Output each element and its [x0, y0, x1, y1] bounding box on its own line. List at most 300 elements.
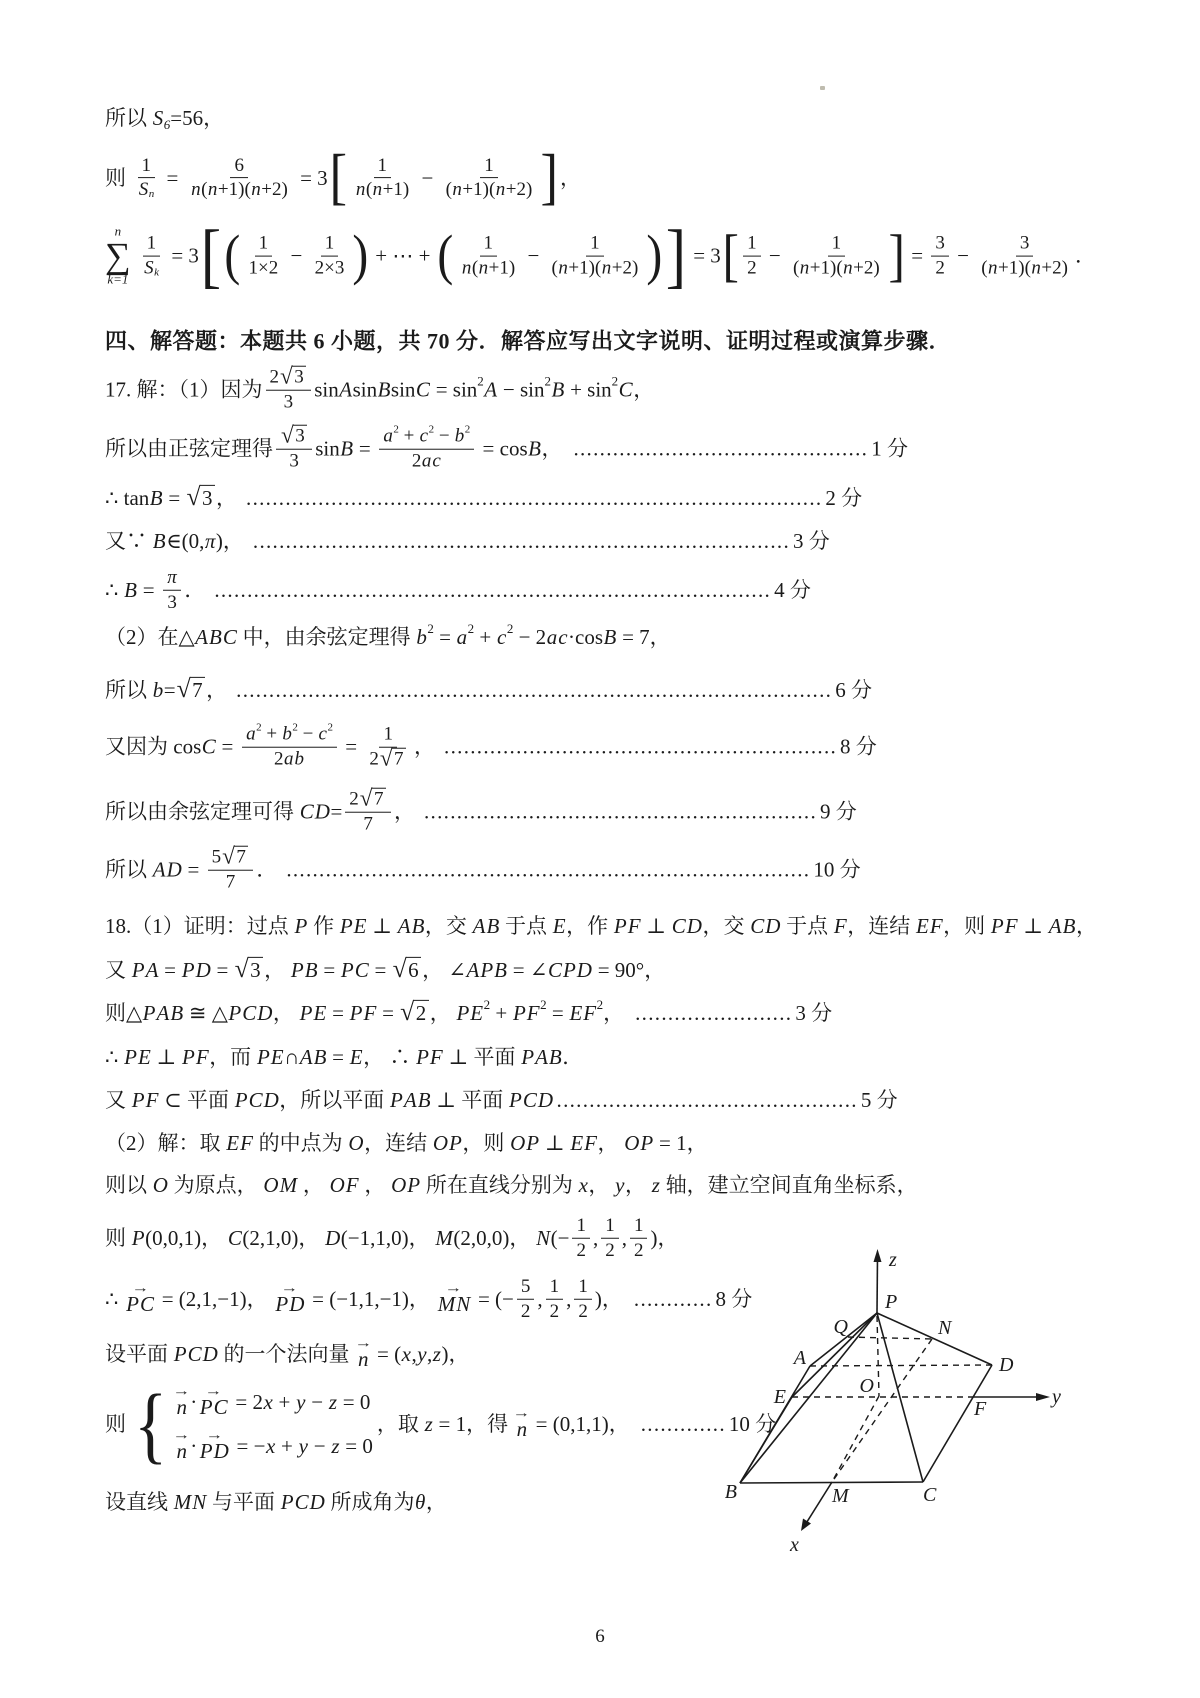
math-char: y: [296, 1389, 306, 1414]
equation-system: [130, 1375, 373, 1472]
denominator: [977, 256, 1072, 280]
math-char: B: [548, 1044, 562, 1069]
math-text: ,: [566, 1286, 572, 1311]
math-expression: [793, 256, 880, 280]
math-text: ·: [190, 1433, 198, 1458]
fraction: [134, 154, 158, 203]
math-char: n: [372, 179, 383, 201]
math-char: A: [339, 377, 353, 402]
radicand: [248, 957, 264, 983]
math-char: C: [547, 957, 562, 982]
numerator: [138, 154, 156, 179]
math-expression: [152, 857, 182, 883]
math-line: [105, 723, 877, 772]
math-char: y: [298, 1433, 308, 1458]
square-root: [176, 673, 206, 703]
math-expression: [298, 1433, 308, 1459]
subscript: k: [154, 266, 160, 279]
numerator: [574, 1275, 592, 1300]
math-char: C: [750, 913, 765, 938]
math-char: A: [152, 857, 166, 882]
math-line: [105, 1334, 470, 1371]
vector-arrow-icon: →: [281, 1279, 299, 1295]
math-char: (: [981, 257, 988, 279]
math-char: n: [516, 1416, 528, 1441]
stretched-bracket: ]: [540, 143, 559, 212]
math-text: ⊥: [1018, 913, 1049, 938]
math-char: π: [167, 566, 177, 588]
denominator: [442, 178, 537, 202]
math-expression: [509, 1087, 554, 1113]
math-text: 2: [274, 748, 284, 770]
math-text: 7: [363, 813, 373, 835]
square-root: [400, 996, 429, 1026]
math-text: 2: [935, 257, 945, 279]
math-text: −: [416, 165, 439, 190]
math-expression: [328, 1389, 337, 1415]
math-expression: [227, 1225, 242, 1251]
numerator: [321, 232, 339, 257]
denominator: [457, 256, 519, 280]
radicand: [406, 957, 422, 983]
math-char: D: [289, 1291, 305, 1316]
math-char: (: [488, 179, 496, 201]
math-line: [105, 1087, 898, 1113]
math-char: C: [139, 1291, 154, 1316]
math-char: E: [915, 913, 929, 938]
math-expression: [280, 1489, 325, 1515]
fraction: [548, 232, 643, 281]
math-char: F: [584, 1130, 597, 1155]
math-char: C: [201, 734, 216, 759]
math-text: ⊥ 平面: [431, 1087, 509, 1112]
math-text: ，: [414, 734, 436, 759]
math-char: D: [213, 1439, 229, 1463]
fraction: [140, 232, 163, 281]
math-char: P: [512, 1000, 526, 1025]
math-text: ，: [429, 1000, 456, 1025]
math-expression: [651, 1172, 660, 1198]
math-char: z: [328, 1389, 337, 1414]
math-text: =: [330, 799, 343, 824]
denominator: [311, 256, 349, 280]
math-text: ,: [621, 1225, 627, 1250]
math-text: 1×2: [248, 257, 279, 279]
math-char: n: [988, 257, 998, 279]
math-text: 2×3: [314, 257, 345, 279]
math-char: +: [382, 179, 394, 201]
math-text: ⊥ 平面: [443, 1044, 521, 1069]
math-char: C: [618, 377, 633, 402]
math-char: 2: [622, 257, 632, 279]
math-char: C: [671, 913, 686, 938]
radical-sign: √: [379, 745, 393, 772]
math-char: P: [613, 913, 627, 938]
math-expression: [256, 1044, 284, 1070]
math-expression: [201, 734, 216, 760]
dot-leader: ........................: [635, 1000, 793, 1025]
math-text: 3 分: [795, 1000, 833, 1025]
math-text: 的中点为: [253, 1130, 348, 1155]
math-char: (: [594, 257, 602, 279]
math-expression: [195, 624, 238, 650]
math-text: 所以: [105, 677, 153, 702]
math-text: ,: [592, 1225, 599, 1250]
math-text: = (−: [472, 1286, 514, 1311]
math-text: 1: [831, 232, 842, 254]
fraction: [245, 232, 283, 281]
math-char: x: [401, 1341, 411, 1366]
stretched-bracket: [: [329, 143, 347, 212]
math-text: 1: [576, 1214, 586, 1236]
math-text: −: [305, 1389, 329, 1414]
math-char: z: [424, 1411, 433, 1436]
math-char: F: [195, 1044, 209, 1069]
math-char: O: [348, 1130, 364, 1155]
figure-label-m: M: [832, 1485, 849, 1507]
math-text: 7: [394, 748, 404, 770]
math-char: O: [510, 1130, 526, 1155]
superscript: 2: [428, 423, 435, 436]
math-char: n: [478, 257, 489, 279]
math-char: D: [263, 1087, 279, 1112]
math-char: a: [546, 624, 558, 649]
denominator: [140, 256, 163, 280]
math-char: P: [290, 957, 304, 982]
math-text: 所以由正弦定理得: [105, 436, 273, 461]
math-text: 2: [411, 450, 422, 472]
math-char: 1: [393, 179, 403, 201]
math-expression: [521, 1044, 562, 1070]
math-text: =: [163, 485, 186, 510]
math-char: P: [131, 1225, 145, 1250]
math-text: 3: [935, 232, 945, 254]
math-text: 7: [192, 677, 203, 702]
denominator: [222, 871, 240, 895]
fraction: [208, 843, 254, 895]
math-expression: [149, 485, 163, 511]
math-char: P: [182, 1044, 195, 1069]
figure-label-o: O: [859, 1375, 874, 1397]
math-char: F: [833, 913, 847, 938]
fraction: [187, 154, 292, 203]
fraction: [276, 422, 312, 474]
numerator: [572, 1214, 590, 1239]
math-char: N: [456, 1291, 471, 1316]
math-line: [105, 1044, 583, 1070]
math-char: P: [340, 957, 354, 982]
math-text: =: [211, 957, 234, 982]
math-text: ，: [633, 377, 655, 402]
math-expression: [552, 913, 566, 939]
math-char: D: [314, 799, 330, 824]
math-text: ，作: [566, 913, 614, 938]
dot-leader: ............................................................: [424, 799, 817, 824]
math-text: 设平面: [105, 1341, 174, 1366]
math-line: [105, 422, 908, 474]
numerator: [230, 154, 248, 179]
math-text: = 0: [337, 1389, 371, 1414]
math-text: ，: [625, 1172, 652, 1197]
math-expression: [152, 105, 164, 131]
math-char: z: [331, 1433, 340, 1458]
heading-text: 四、解答题：本题共 6 小题，共 70 分．解答应写出文字说明、证明过程或演算步骤．: [105, 328, 952, 354]
math-expression: [358, 1348, 370, 1370]
radical-sign: √: [392, 953, 407, 983]
math-text: ，交: [702, 913, 750, 938]
math-text: 则: [105, 1411, 126, 1436]
math-char: P: [234, 1087, 248, 1112]
math-text: ．: [562, 1044, 584, 1069]
math-text: =: [906, 243, 929, 268]
math-text: 又∵: [105, 528, 153, 553]
denominator: [285, 450, 303, 474]
math-text: −: [285, 243, 308, 268]
math-char: P: [349, 1000, 363, 1025]
math-expression: [181, 957, 211, 983]
fraction: [163, 566, 182, 615]
math-char: ): [508, 257, 516, 279]
math-text: （2）在△: [105, 624, 195, 649]
radicand: [292, 366, 307, 390]
math-text: （2）解：取: [105, 1130, 226, 1155]
math-char: a: [284, 748, 294, 770]
math-text: = (: [371, 1341, 402, 1366]
figure-dashed-edges: [792, 1316, 992, 1482]
math-char: O: [263, 1172, 279, 1197]
fraction: [266, 363, 312, 415]
stretched-bracket: [: [722, 222, 739, 288]
math-expression: [419, 425, 428, 449]
math-expression: [497, 624, 507, 650]
math-char: P: [126, 1291, 139, 1316]
superscript: 2: [611, 373, 619, 389]
math-char: (: [836, 257, 843, 279]
math-char: D: [309, 1489, 325, 1514]
math-expression: [750, 913, 781, 939]
math-text: 3: [294, 366, 304, 388]
vector-body: [176, 1440, 188, 1462]
math-text: ，: [297, 1172, 330, 1197]
dot-leader: ................................................................................: [286, 857, 811, 882]
math-expression: [199, 1440, 229, 1462]
math-expression: [432, 1341, 441, 1367]
vector-body: [437, 1293, 471, 1315]
math-text: 所以由余弦定理可得: [105, 799, 300, 824]
denominator: [270, 747, 309, 771]
fraction: [546, 1275, 564, 1324]
fraction: [365, 723, 411, 772]
math-char: 2: [863, 257, 874, 279]
fraction: [517, 1275, 535, 1324]
page-number: 6: [595, 1626, 605, 1647]
math-char: F: [429, 1044, 443, 1069]
math-expression: [528, 436, 542, 462]
math-expression: [191, 178, 288, 202]
math-char: M: [435, 1225, 453, 1250]
math-line: [105, 953, 666, 983]
fraction: [379, 425, 474, 474]
math-text: 1: [141, 154, 151, 176]
math-expression: [131, 957, 159, 983]
math-expression: [569, 1000, 597, 1026]
numerator: [630, 1214, 648, 1239]
math-char: E: [569, 1000, 583, 1025]
radical-sign: √: [281, 422, 294, 449]
fraction: [351, 154, 413, 203]
math-text: 所以: [105, 857, 153, 882]
math-expression: [199, 1396, 228, 1418]
math-text: 与平面: [206, 1489, 281, 1514]
math-text: sin: [315, 436, 340, 461]
figure-label-p: P: [885, 1291, 898, 1313]
math-text: 2: [369, 748, 379, 770]
math-char: D: [195, 957, 211, 982]
math-text: ，: [1075, 913, 1097, 938]
superscript: 2: [596, 996, 604, 1012]
math-text: = 1，: [653, 1130, 708, 1155]
math-char: B: [494, 957, 507, 982]
fraction: [931, 232, 949, 281]
math-char: M: [279, 1172, 298, 1197]
math-text: 为原点，: [168, 1172, 263, 1197]
math-expression: [299, 1000, 327, 1026]
math-line: [105, 620, 671, 650]
math-text: =: [546, 1000, 569, 1025]
fraction: [345, 785, 391, 837]
radical-sign: √: [280, 363, 293, 390]
math-expression: [126, 1293, 155, 1315]
denominator: [365, 747, 411, 771]
math-text: =: [182, 857, 205, 882]
math-char: P: [131, 957, 145, 982]
stretched-bracket: (: [437, 224, 453, 287]
math-char: 1: [1008, 257, 1019, 279]
math-expression: [275, 1293, 305, 1315]
radical-sign: √: [234, 953, 249, 983]
math-char: S: [138, 179, 149, 201]
numerator: [828, 232, 846, 257]
math-text: 则△: [105, 1000, 143, 1025]
scan-artifact-dot: [820, 86, 825, 90]
math-char: M: [437, 1291, 456, 1316]
math-expression: [915, 913, 943, 939]
numerator: [1016, 232, 1034, 257]
math-expression: [472, 913, 500, 939]
math-text: =: [326, 1000, 350, 1025]
math-text: ，: [359, 1172, 391, 1197]
fraction: [572, 1214, 590, 1263]
numerator: [255, 232, 273, 257]
math-char: z: [651, 1172, 660, 1197]
math-char: S: [152, 105, 164, 130]
math-text: −: [522, 243, 545, 268]
math-expression: [329, 1172, 359, 1198]
math-char: D: [686, 913, 702, 938]
numerator: [480, 154, 498, 179]
math-expression: [432, 1130, 462, 1156]
radicand: [234, 846, 249, 870]
math-char: θ: [415, 1489, 426, 1514]
math-char: z: [432, 1341, 441, 1366]
math-char: ): [1061, 257, 1068, 279]
math-char: 1: [228, 179, 239, 201]
math-char: A: [403, 1087, 417, 1112]
vector: [173, 1427, 191, 1463]
math-char: +: [217, 179, 229, 201]
math-expression: [415, 1489, 426, 1515]
math-expression: [173, 1341, 218, 1367]
math-char: ): [1018, 257, 1025, 279]
dot-leader: ..................................................................................: [252, 528, 791, 553]
math-text: ，交: [424, 913, 473, 938]
math-char: F: [240, 1130, 253, 1155]
math-text: ∴: [105, 1286, 124, 1311]
math-char: B: [340, 436, 354, 461]
math-text: =: [161, 165, 184, 190]
numerator: [601, 1214, 619, 1239]
math-text: 2: [633, 1239, 644, 1261]
math-char: 1: [579, 257, 589, 279]
subscript: 6: [163, 116, 171, 132]
math-text: 5: [211, 846, 222, 868]
math-text: − sin: [497, 377, 545, 402]
math-char: n: [495, 179, 506, 201]
math-expression: [318, 723, 327, 747]
math-char: y: [615, 1172, 625, 1197]
math-text: =: [369, 957, 392, 982]
vector-body: [199, 1396, 228, 1418]
math-text: 作: [307, 913, 340, 938]
figure-label-f: F: [974, 1398, 987, 1420]
z-axis-arrowhead: [874, 1249, 882, 1262]
fraction: [242, 723, 337, 772]
vector-arrow-icon: →: [445, 1279, 463, 1295]
math-text: ，: [603, 1000, 625, 1025]
math-char: B: [377, 377, 391, 402]
radical-sign: √: [400, 996, 415, 1026]
math-expression: [294, 913, 308, 939]
math-char: 2: [272, 179, 282, 201]
math-char: ): [588, 257, 595, 279]
math-char: n: [452, 179, 462, 201]
math-char: n: [355, 179, 366, 201]
math-text: 1 分: [871, 436, 908, 461]
math-text: (2,1,0)，: [242, 1225, 325, 1250]
vector-arrow-icon: →: [354, 1334, 373, 1350]
radicand: [392, 747, 407, 771]
math-char: +: [611, 257, 623, 279]
square-root: [359, 785, 386, 812]
math-text: =: [158, 957, 182, 982]
math-expression: [401, 1341, 411, 1367]
math-text: )，: [441, 1341, 470, 1366]
math-expression: [265, 1433, 275, 1459]
math-text: 又: [105, 957, 132, 982]
math-text: +: [398, 425, 420, 447]
math-expression: [226, 1130, 254, 1156]
math-char: A: [472, 913, 486, 938]
math-expression: [204, 528, 216, 554]
math-char: 2: [516, 179, 526, 201]
math-expression: [547, 957, 592, 983]
math-char: P: [449, 1130, 462, 1155]
vector-arrow-icon: →: [204, 1382, 223, 1398]
math-char: (: [551, 257, 558, 279]
math-text: ⊥: [539, 1130, 570, 1155]
math-char: B: [152, 528, 166, 553]
math-text: = 1，得: [433, 1411, 514, 1436]
